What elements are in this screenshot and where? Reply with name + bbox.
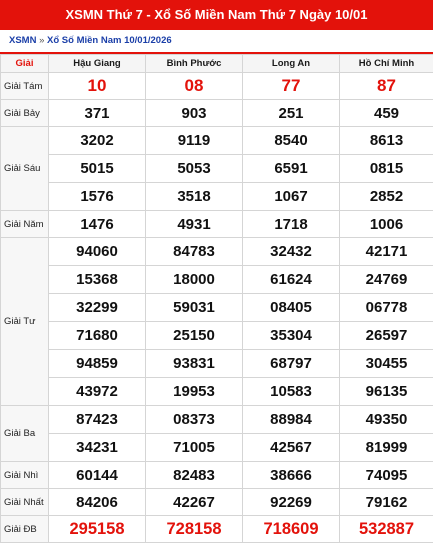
prize-number: 71005 (146, 434, 243, 462)
table-row (1, 378, 433, 406)
prize-number: 79162 (340, 489, 433, 516)
prize-number: 26597 (340, 322, 433, 350)
table-row (1, 100, 433, 127)
prize-number: 10 (49, 73, 146, 100)
prize-number: 10583 (243, 378, 340, 406)
prize-number: 84783 (146, 238, 243, 266)
prize-number: 06778 (340, 294, 433, 322)
prize-number: 59031 (146, 294, 243, 322)
prize-label: Giải Nhất (1, 489, 49, 516)
prize-number: 42267 (146, 489, 243, 516)
table-row (1, 350, 433, 378)
prize-label: Giải Sáu (1, 127, 49, 211)
prize-label: Giải Năm (1, 211, 49, 238)
table-row (1, 155, 433, 183)
table-row (1, 489, 433, 516)
prize-number: 84206 (49, 489, 146, 516)
prize-number: 74095 (340, 462, 433, 489)
prize-number: 42171 (340, 238, 433, 266)
table-row (1, 434, 433, 462)
prize-number: 34231 (49, 434, 146, 462)
province-header[interactable]: Hậu Giang (49, 55, 146, 73)
prize-number: 9119 (146, 127, 243, 155)
table-row (1, 238, 433, 266)
table-row (1, 322, 433, 350)
prize-number: 18000 (146, 266, 243, 294)
prize-number: 30455 (340, 350, 433, 378)
province-header[interactable]: Hồ Chí Minh (340, 55, 433, 73)
prize-number: 88984 (243, 406, 340, 434)
province-header[interactable]: Bình Phước (146, 55, 243, 73)
prize-number: 1576 (49, 183, 146, 211)
prize-number: 15368 (49, 266, 146, 294)
prize-number: 08373 (146, 406, 243, 434)
prize-number: 459 (340, 100, 433, 127)
prize-number: 32432 (243, 238, 340, 266)
prize-number: 61624 (243, 266, 340, 294)
prize-number: 0815 (340, 155, 433, 183)
prize-number: 3518 (146, 183, 243, 211)
prize-number: 87423 (49, 406, 146, 434)
breadcrumb-current-link[interactable]: Xổ Số Miền Nam 10/01/2026 (47, 35, 172, 46)
prize-number: 728158 (146, 516, 243, 543)
prize-number: 81999 (340, 434, 433, 462)
prize-number: 08 (146, 73, 243, 100)
table-row (1, 211, 433, 238)
prize-number: 295158 (49, 516, 146, 543)
prize-number: 5015 (49, 155, 146, 183)
prize-number: 1718 (243, 211, 340, 238)
table-row (1, 406, 433, 434)
prize-number: 77 (243, 73, 340, 100)
prize-number: 94060 (49, 238, 146, 266)
prize-number: 251 (243, 100, 340, 127)
results-table (0, 54, 433, 543)
page-title: XSMN Thứ 7 - Xổ Số Miền Nam Thứ 7 Ngày 10/01 (0, 0, 433, 30)
prize-number: 3202 (49, 127, 146, 155)
prize-number: 43972 (49, 378, 146, 406)
prize-number: 96135 (340, 378, 433, 406)
breadcrumb-root-link[interactable]: XSMN (9, 35, 37, 46)
prize-number: 718609 (243, 516, 340, 543)
prize-column-header: Giải (1, 55, 49, 73)
prize-label: Giải Bảy (1, 100, 49, 127)
prize-number: 532887 (340, 516, 433, 543)
prize-number: 2852 (340, 183, 433, 211)
prize-number: 32299 (49, 294, 146, 322)
prize-number: 4931 (146, 211, 243, 238)
breadcrumb (0, 30, 433, 54)
prize-number: 94859 (49, 350, 146, 378)
table-row (1, 516, 433, 543)
table-row (1, 294, 433, 322)
prize-number: 49350 (340, 406, 433, 434)
prize-number: 25150 (146, 322, 243, 350)
breadcrumb-separator: » (39, 35, 45, 46)
prize-number: 71680 (49, 322, 146, 350)
prize-number: 6591 (243, 155, 340, 183)
province-header[interactable]: Long An (243, 55, 340, 73)
prize-number: 60144 (49, 462, 146, 489)
prize-number: 35304 (243, 322, 340, 350)
prize-label: Giải Nhì (1, 462, 49, 489)
prize-number: 38666 (243, 462, 340, 489)
table-row (1, 266, 433, 294)
prize-number: 903 (146, 100, 243, 127)
prize-number: 371 (49, 100, 146, 127)
prize-label: Giải Tám (1, 73, 49, 100)
prize-number: 8540 (243, 127, 340, 155)
prize-label: Giải Ba (1, 406, 49, 462)
prize-number: 1067 (243, 183, 340, 211)
prize-number: 68797 (243, 350, 340, 378)
prize-number: 92269 (243, 489, 340, 516)
table-row (1, 127, 433, 155)
prize-number: 5053 (146, 155, 243, 183)
prize-number: 87 (340, 73, 433, 100)
prize-number: 82483 (146, 462, 243, 489)
prize-number: 24769 (340, 266, 433, 294)
prize-number: 1006 (340, 211, 433, 238)
prize-number: 19953 (146, 378, 243, 406)
prize-number: 8613 (340, 127, 433, 155)
table-header-row (1, 55, 433, 73)
prize-number: 1476 (49, 211, 146, 238)
table-row (1, 462, 433, 489)
prize-label: Giải ĐB (1, 516, 49, 543)
prize-number: 93831 (146, 350, 243, 378)
prize-number: 42567 (243, 434, 340, 462)
prize-label: Giải Tư (1, 238, 49, 406)
table-row (1, 183, 433, 211)
prize-number: 08405 (243, 294, 340, 322)
table-row (1, 73, 433, 100)
